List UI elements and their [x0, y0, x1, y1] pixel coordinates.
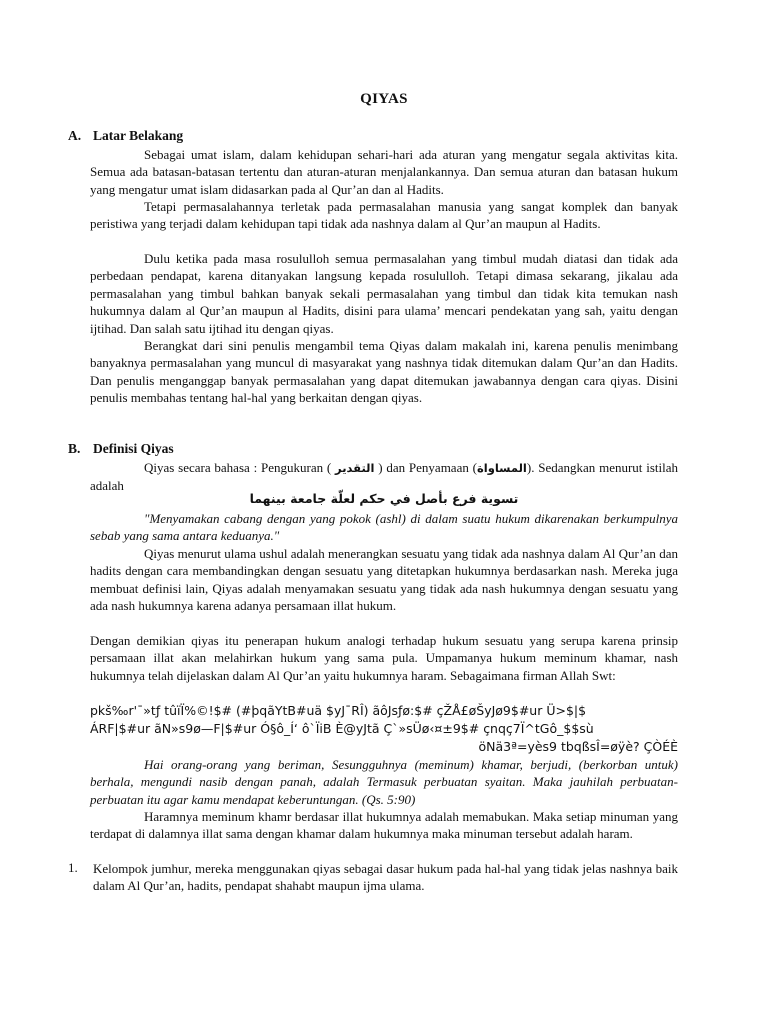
quran-verse-line-2: ÁRF|$#ur ãN»s9ø—F|$#ur Ó§ô_Í‘ ô`ÏiB È@yJtã Ç`»sÜø‹¤±9$# çnqç7Ï^tGô_$$sù — [90, 721, 594, 736]
quran-verse-line-1: pkš‰r'¯»tƒ tûïÏ%©!$# (#þqãYtB#uä $yJ¯RÎ) ãôJsƒø:$# çŽÅ£øŠyJø9$#ur Ü>$|$ — [90, 703, 587, 718]
section-a-paragraph-1: Sebagai umat islam, dalam kehidupan sehari-hari ada aturan yang mengatur segala aktivitas kita. Semua ada batasan-batasan tertentu dan aturan-aturan menjalankannya. Dan semua aturan dan batasan hukum yang mengatur umat islam didasarkan pada al Qur’an dan al Hadits. — [90, 147, 678, 197]
section-a-number: A. — [68, 128, 82, 143]
section-b-title: Definisi Qiyas — [93, 441, 174, 456]
section-b-number: B. — [68, 441, 81, 456]
list-item-number: 1. — [68, 860, 78, 875]
section-a-paragraph-3: Dulu ketika pada masa rosululloh semua permasalahan yang timbul mudah diatasi dan tidak ada perbedaan pendapat, karena ditanyakan langsung kepada rosululloh. Tetapi dimasa sekarang, jikalau ada permasalahan yang timbul bahkan banyak sekali permasalahan yang timbul dan tidak kita temukan nash hukumnya dalam al Qur’an maupun al Hadits, disini para ulama’ mencari pendekatan yang sah, yaitu dengan ijtihad. Dan salah satu ijtihad itu dengan qiyas. — [90, 251, 678, 336]
arabic-term-taqdir: التقدير — [335, 461, 375, 475]
section-b-heading — [68, 441, 174, 457]
list-item-text: Kelompok jumhur, mereka menggunakan qiyas sebagai dasar hukum pada hal-hal yang tidak jelas nashnya baik dalam Al Qur’an, hadits, pendapat shahabt maupun ijma ulama. — [93, 861, 678, 894]
arabic-definition: تسوية فرع بأصل في حكم لعلّة جامعة بينهما — [249, 491, 519, 506]
definition-translation: "Menyamakan cabang dengan yang pokok (ashl) di dalam suatu hukum dikarenakan berkumpulnya sebab yang sama antara keduanya." — [90, 511, 678, 544]
intro-text-2: ) dan Penyamaan ( — [374, 460, 477, 475]
analogy-paragraph: Dengan demikian qiyas itu penerapan hukum analogi terhadap hukum sesuatu yang serupa karena prinsip persamaan illat akan melahirkan hukum yang sama pula. Umpamanya hukum meminum khamar, nash hukumnya telah dijelaskan dalam Al Qur’an yaitu hukumnya haram. Sebagaimana firman Allah Swt: — [90, 633, 678, 683]
quran-verse-line-3: öNä3ª=yès9 tbqßsÎ=øÿè? ÇÒÉÈ — [478, 739, 678, 754]
arabic-term-musawah: المساواة — [476, 461, 527, 475]
section-a-title: Latar Belakang — [93, 128, 184, 143]
document-title: QIYAS — [360, 91, 408, 107]
intro-text-3: ). Sedangkan menurut istilah adalah — [90, 460, 678, 494]
definition-intro — [90, 459, 678, 495]
ulama-definition-paragraph: Qiyas menurut ulama ushul adalah menerangkan sesuatu yang tidak ada nashnya dalam Al Qur’an dan hadits dengan cara membandingkan dengan sesuatu yang ditetapkan hukumnya berdasarkan nash. Mereka juga membuat definisi lain, Qiyas adalah menyamakan sesuatu yang tidak ada nash hukumnya dengan sesuatu yang ada nash hukumnya karena adanya persamaan illat hukum. — [90, 546, 678, 614]
intro-text-1: Qiyas secara bahasa : Pengukuran ( — [144, 460, 336, 475]
section-a-paragraph-4: Berangkat dari sini penulis mengambil tema Qiyas dalam makalah ini, karena penulis menimbang banyaknya permasalahan yang muncul di masyarakat yang nashnya tidak ditemukan dalam Qur’an dan Hadits. Dan penulis menganggap banyak permasalahan yang dapat ditemukan jawabannya dengan cara qiyas. Disini penulis membahas tentang hal-hal yang berkaitan dengan qiyas. — [90, 338, 678, 406]
verse-translation: Hai orang-orang yang beriman, Sesungguhnya (meminum) khamar, berjudi, (berkorban untuk) berhala, mengundi nasib dengan panah, adalah Termasuk perbuatan syaitan. Maka jauhilah perbuatan-perbuatan itu agar kamu mendapat keberuntungan. (Qs. 5:90) — [90, 757, 678, 807]
haram-paragraph: Haramnya meminum khamr berdasar illat hukumnya adalah memabukan. Maka setiap minuman yang terdapat di dalamnya illat sama dengan khamar dalam hukumnya maka minuman tersebut adalah haram. — [90, 809, 678, 842]
section-a-paragraph-2: Tetapi permasalahannya terletak pada permasalahan manusia yang sangat komplek dan banyak peristiwa yang terjadi dalam kehidupan tapi tidak ada nashnya dalam al Qur’an maupun al Hadits. — [90, 199, 678, 232]
section-a-heading — [68, 128, 183, 144]
